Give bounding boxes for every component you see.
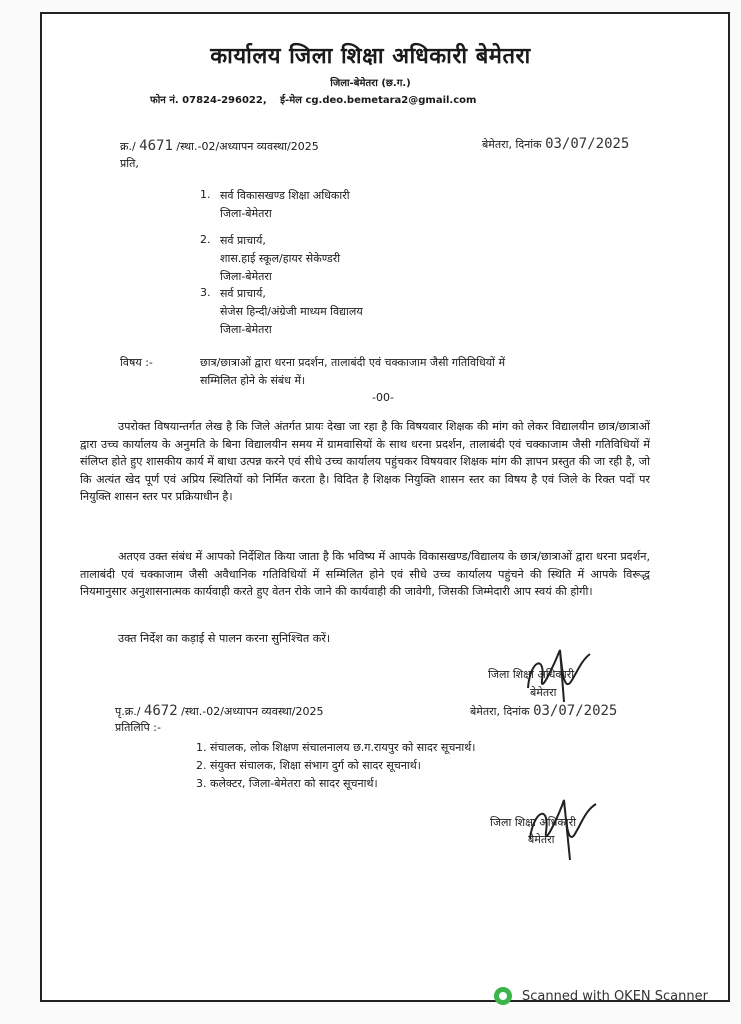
subject-line-2: सम्मिलित होने के संबंध में।	[200, 374, 306, 387]
date-line	[482, 136, 629, 152]
recipient-3-num: 3.	[200, 286, 211, 299]
ref-prefix: क्र./	[120, 140, 136, 153]
to-label: प्रति,	[120, 157, 139, 170]
subject-line-1: छात्र/छात्राओं द्वारा धरना प्रदर्शन, तालाबंदी एवं चक्काजाम जैसी गतिविधियों में	[200, 356, 506, 369]
ref-line	[120, 138, 319, 154]
recipient-2-line-1: सर्व प्राचार्य,	[220, 234, 266, 247]
recipient-1-line-1: सर्व विकासखण्ड शिक्षा अधिकारी	[220, 189, 350, 202]
office-title: कार्यालय जिला शिक्षा अधिकारी बेमेतरा	[210, 44, 531, 69]
copy-item-1: 1. संचालक, लोक शिक्षण संचालनालय छ.ग.रायपुर को सादर सूचनार्थ।	[196, 741, 476, 754]
signatory-title: जिला शिक्षा अधिकारी	[488, 668, 575, 681]
recipient-3-line-3: जिला-बेमेतरा	[220, 323, 272, 336]
signatory-place: बेमेतरा	[530, 686, 557, 699]
office-email: ई-मेल cg.deo.bemetara2@gmail.com	[280, 95, 477, 106]
date-label: बेमेतरा, दिनांक	[482, 138, 542, 151]
copy-ref-suffix: /स्था.-02/अध्यापन व्यवस्था/2025	[181, 705, 324, 718]
letter-page	[40, 12, 730, 1002]
body-paragraph-1	[80, 418, 650, 506]
copy-date-line	[470, 703, 617, 719]
scanner-text: Scanned with OKEN Scanner	[522, 988, 708, 1004]
recipient-2-line-3: जिला-बेमेतरा	[220, 270, 272, 283]
ref-suffix: /स्था.-02/अध्यापन व्यवस्था/2025	[176, 140, 319, 153]
oken-scanner-logo-icon	[494, 987, 512, 1005]
copy-ref-number: 4672	[143, 703, 178, 719]
recipient-3-line-2: सेजेस हिन्दी/अंग्रेजी माध्यम विद्यालय	[220, 305, 363, 318]
subject-label: विषय :-	[120, 356, 153, 369]
letter-date: 03/07/2025	[545, 136, 630, 152]
office-phone: फोन नं. 07824-296022,	[150, 95, 267, 106]
scanner-footer	[494, 987, 708, 1005]
copy-label: प्रतिलिपि :-	[115, 721, 161, 734]
copy-date: 03/07/2025	[533, 703, 618, 719]
body-paragraph-2	[80, 548, 650, 601]
copy-signatory-place: बेमेतरा	[528, 833, 555, 846]
recipient-1-num: 1.	[200, 188, 211, 201]
separator: -00-	[372, 391, 394, 404]
copy-ref-line	[115, 703, 323, 719]
office-contact	[150, 92, 486, 106]
copy-item-3: 3. कलेक्टर, जिला-बेमेतरा को सादर सूचनार्थ।	[196, 777, 378, 790]
recipient-3-line-1: सर्व प्राचार्य,	[220, 287, 266, 300]
copy-signatory-title: जिला शिक्षा अधिकारी	[490, 816, 577, 829]
body-paragraph-2-text: अतएव उक्त संबंध में आपको निर्देशित किया जाता है कि भविष्य में आपके विकासखण्ड/विद्यालय के छात्र/छात्राओं द्वारा धरना प्रदर्शन, तालाबंदी एवं चक्काजाम जैसी अवैधानिक गतिविधियों में सम्मिलित होने एवं सीधे उच्च कार्यालय पहुंचने की स्थिति में आपके विरूद्ध नियमानुसार अनुशासनात्मक कार्यवाही करते हुए वेतन रोके जाने की कार्यवाही की जावेगी, जिसकी जिम्मेदारी आप स्वयं की होगी।	[80, 550, 650, 599]
ref-number: 4671	[139, 138, 173, 154]
recipient-2-num: 2.	[200, 233, 211, 246]
copy-item-2: 2. संयुक्त संचालक, शिक्षा संभाग दुर्ग को सादर सूचनार्थ।	[196, 759, 421, 772]
copy-ref-prefix: पृ.क्र./	[115, 705, 141, 718]
recipient-2-line-2: शास.हाई स्कूल/हायर सेकेण्डरी	[220, 252, 341, 265]
copy-date-label: बेमेतरा, दिनांक	[470, 705, 530, 718]
body-paragraph-1-text: उपरोक्त विषयान्तर्गत लेख है कि जिले अंतर्गत प्रायः देखा जा रहा है कि विषयवार शिक्षक की मांग को लेकर विद्यालयीन छात्र/छात्राओं द्वारा उच्च कार्यालय के अनुमति के बिना विद्यालयीन समय में ग्रामवासियों के साथ धरना प्रदर्शन, तालाबंदी एवं चक्काजाम जैसी गतिविधियों में संलिप्त होते हुए शासकीय कार्य में बाधा उत्पन्न करने एवं सीधे उच्च कार्यालय पहुंचकर विषयवार शिक्षक मांग की ज्ञापन प्रस्तुत की जा रही है, जो कि अत्यंत खेद पूर्ण एवं अप्रिय स्थितियों को निर्मित करता है। विदित है शिक्षक नियुक्ति शासन स्तर का विषय है एवं जिले के रिक्त पदों पर नियुक्ति शासन स्तर पर प्रक्रियाधीन है।	[80, 420, 650, 504]
recipient-1-line-2: जिला-बेमेतरा	[220, 207, 272, 220]
office-district: जिला-बेमेतरा (छ.ग.)	[330, 78, 411, 89]
body-paragraph-3-text: उक्त निर्देश का कड़ाई से पालन करना सुनिश्चित करें।	[118, 632, 331, 645]
